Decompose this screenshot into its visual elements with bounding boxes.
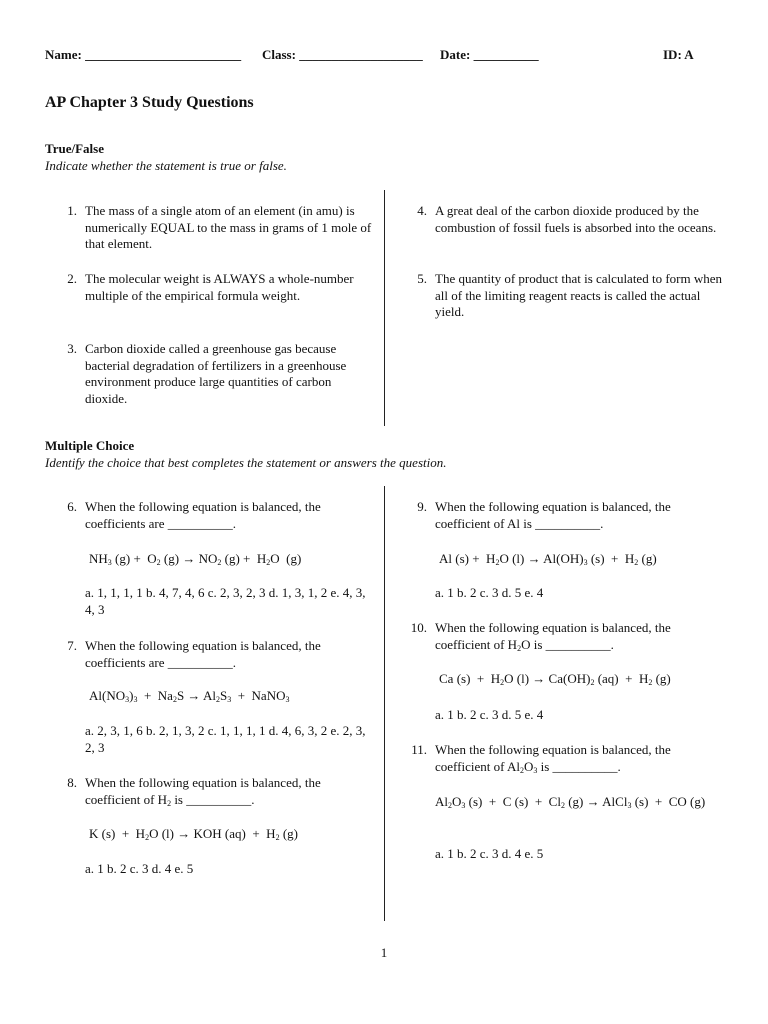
- choices-6: a. 1, 1, 1, 1 b. 4, 7, 4, 6 c. 2, 3, 2, 3 d. 1, 3, 1, 2 e. 4, 3, 4, 3: [85, 585, 366, 617]
- equation-11: $Al_2O_3$ (s) + C $(s) + Cl_2$ (g) → AlCl$_3$ (s) + CO (g): [435, 794, 706, 810]
- date-field: Date: __________: [440, 47, 539, 62]
- equation-6: $NH_3$ $(g) + O_2$ $(g) \to NO_2$ $(g) + H_2O$ (g): [89, 551, 302, 567]
- choices-10: a. 1 b. 2 c. 3 d. 5 e. 4: [435, 707, 544, 722]
- column-divider: [384, 190, 385, 426]
- equation-8: K $(s) + H_2O$ (l) → KOH $(aq) + H_2$ (g): [89, 826, 298, 842]
- page-number: 1: [380, 945, 388, 960]
- choices-8: a. 1 b. 2 c. 3 d. 4 e. 5: [85, 861, 194, 876]
- id-label: ID: A: [663, 47, 694, 62]
- true-false-instruction: Indicate whether the statement is true or false.: [45, 158, 287, 173]
- equation-10: Ca $(s) + H_2O$ $(l) \to Ca(OH)_2$ $(aq) + H_2$ (g): [439, 671, 671, 687]
- equation-7: $Al(NO_3)_3 + Na_2S \to Al_2S_3$ + NaNO$_3$: [89, 688, 290, 704]
- multiple-choice-heading: Multiple Choice: [45, 438, 135, 453]
- multiple-choice-instruction: Identify the choice that best completes the statement or answers the question.: [45, 455, 447, 470]
- column-divider-mc: [384, 486, 385, 921]
- equation-9: Al $(s) + H_2O$ $(l) \to Al(OH)_3$ $(s) + H_2$ (g): [439, 551, 657, 567]
- choices-7: a. 2, 3, 1, 6 b. 2, 1, 3, 2 c. 1, 1, 1, 1 d. 4, 6, 3, 2 e. 2, 3, 2, 3: [85, 723, 366, 755]
- class-field: Class: ___________________: [262, 47, 423, 62]
- choices-11: a. 1 b. 2 c. 3 d. 4 e. 5: [435, 846, 544, 861]
- choices-9: a. 1 b. 2 c. 3 d. 5 e. 4: [435, 585, 544, 600]
- name-field: Name: ________________________: [45, 47, 242, 62]
- true-false-heading: True/False: [45, 141, 104, 156]
- page-title: AP Chapter 3 Study Questions: [45, 94, 254, 111]
